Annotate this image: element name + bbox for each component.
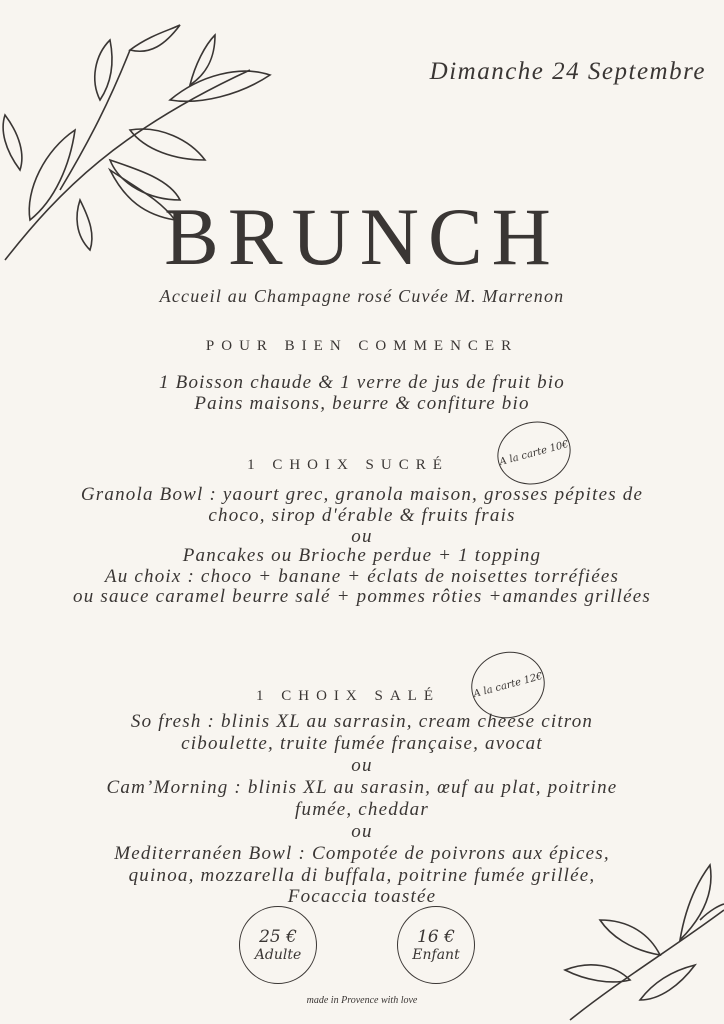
menu-line: Granola Bowl : yaourt grec, granola maison, grosses pépites de <box>80 484 644 505</box>
menu-line: ou sauce caramel beurre salé + pommes rôties +amandes grillées <box>73 586 651 607</box>
menu-line: quinoa, mozzarella di buffala, poitrine fumée grillée, <box>128 865 596 886</box>
menu-line: Pains maisons, beurre & confiture bio <box>194 393 530 414</box>
price-amount: 16 € <box>417 927 455 947</box>
price-amount: 25 € <box>259 927 297 947</box>
section-heading-start: POUR BIEN COMMENCER <box>205 338 519 354</box>
menu-line: Au choix : choco + banane + éclats de noisettes torréfiées <box>104 566 620 587</box>
price-label: Adulte <box>254 947 302 963</box>
menu-line: Mediterranéen Bowl : Compotée de poivrons aux épices, <box>114 843 610 864</box>
menu-line: choco, sirop d'érable & fruits frais <box>208 505 516 526</box>
section-heading-sweet: 1 CHOIX SUCRÉ <box>247 457 449 473</box>
page-title: BRUNCH <box>164 191 560 282</box>
menu-line: ou <box>351 755 373 776</box>
price-stamp-sweet <box>490 413 578 492</box>
menu-line: ou <box>351 821 373 842</box>
section-heading-savory: 1 CHOIX SALÉ <box>256 688 440 704</box>
menu-line: Pancakes ou Brioche perdue + 1 topping <box>182 545 542 566</box>
menu-line: So fresh : blinis XL au sarrasin, cream cheese citron <box>130 711 594 732</box>
menu-line: ciboulette, truite fumée française, avocat <box>181 733 543 754</box>
menu-line: ou <box>351 526 373 547</box>
welcome-text: Accueil au Champagne rosé Cuvée M. Marrenon <box>159 286 565 306</box>
price-child <box>397 906 475 984</box>
stamp-text: A la carte 12€ <box>472 670 544 700</box>
menu-line: Focaccia toastée <box>287 886 437 907</box>
event-date: Dimanche 24 Septembre <box>429 58 706 85</box>
menu-line: fumée, cheddar <box>295 799 429 820</box>
price-label: Enfant <box>412 947 460 963</box>
footer-signature: made in Provence with love <box>306 995 418 1006</box>
stamp-text: A la carte 10€ <box>498 438 570 468</box>
menu-line: 1 Boisson chaude & 1 verre de jus de fruit bio <box>159 372 565 393</box>
price-adult <box>239 906 317 984</box>
menu-line: Cam’Morning : blinis XL au sarasin, œuf au plat, poitrine <box>106 777 618 798</box>
